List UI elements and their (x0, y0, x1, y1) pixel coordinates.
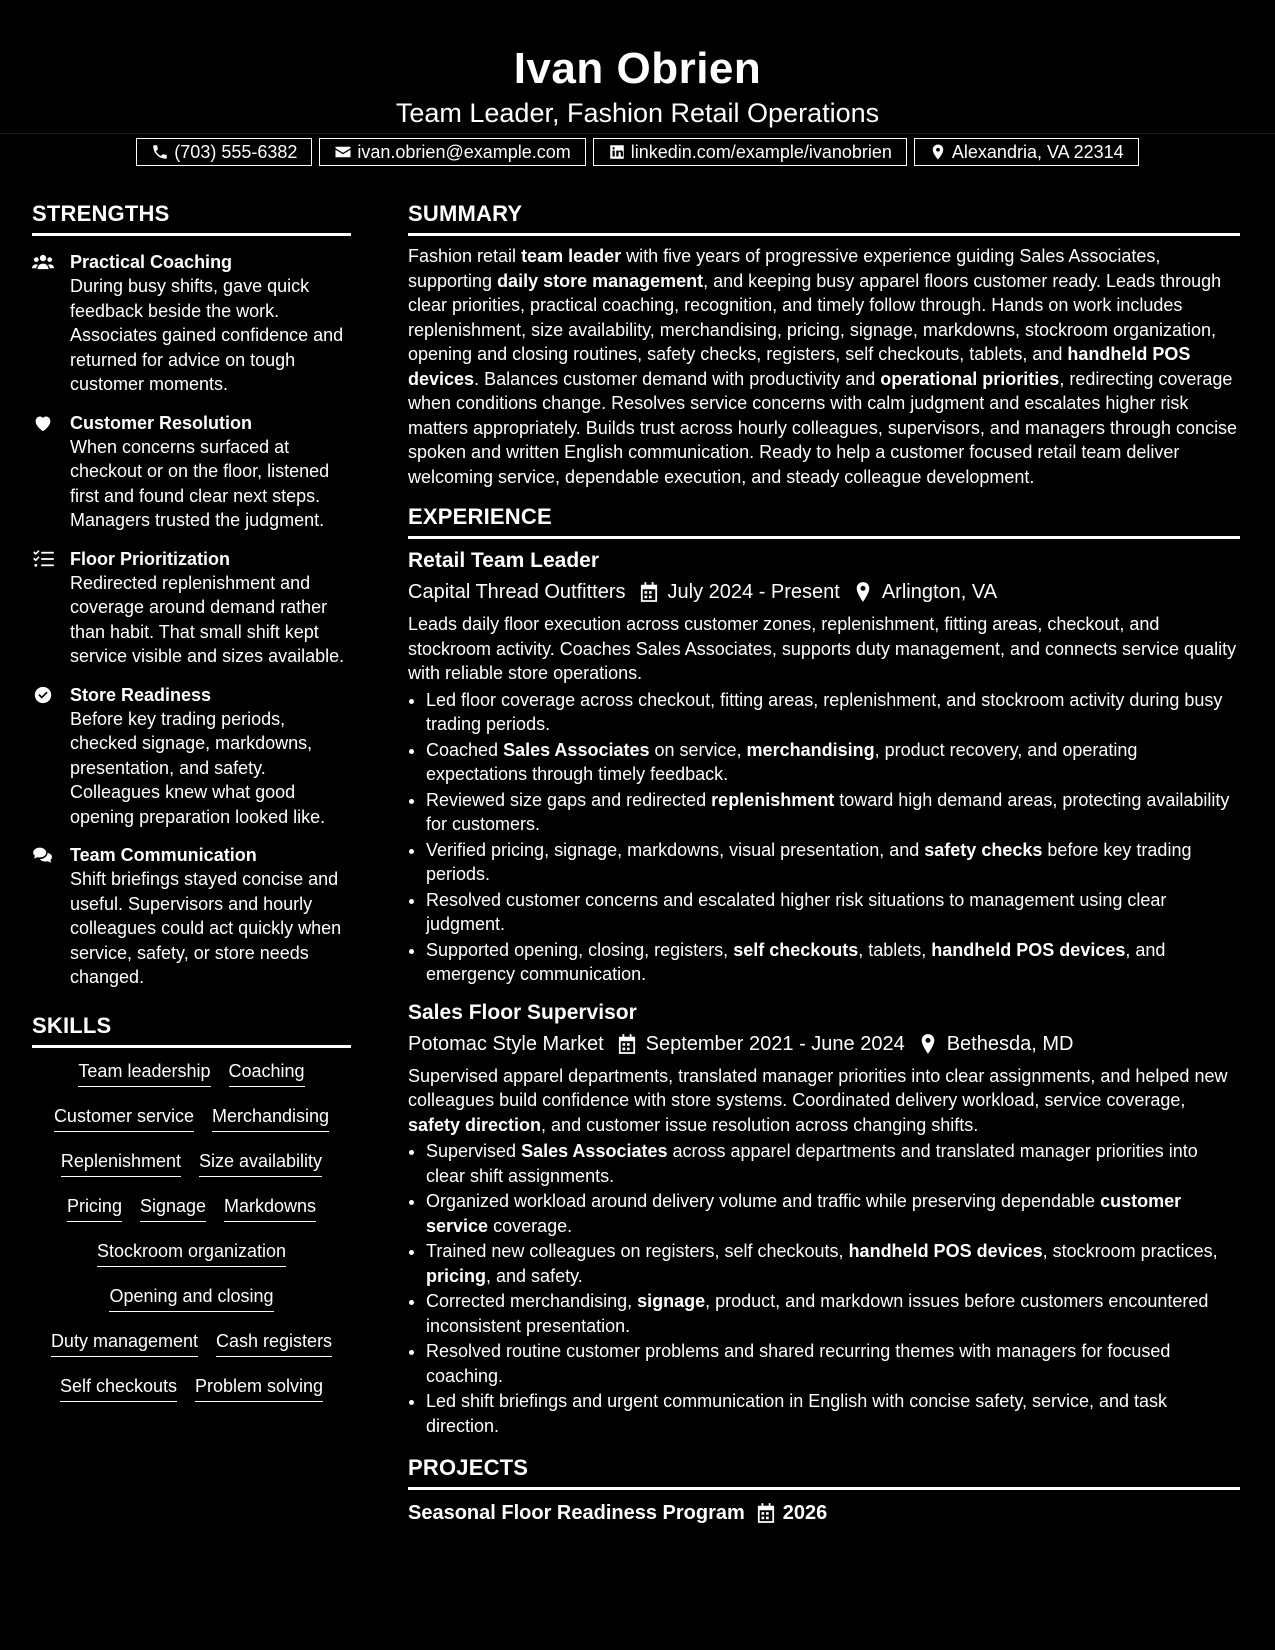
job-title: Retail Team Leader (408, 549, 600, 572)
contact-email[interactable] (319, 138, 585, 166)
skill-tag: Cash registers (216, 1328, 332, 1357)
job-meta (408, 1029, 1240, 1059)
job-title: Sales Floor Supervisor (408, 1000, 637, 1024)
emphasis-text: operational priorities (880, 368, 1060, 389)
text-run: Verified pricing, signage, markdowns, visual presentation, and (426, 839, 925, 860)
strength-item (32, 411, 351, 533)
text-run: Trained new colleagues on registers, self checkouts, (426, 1241, 849, 1261)
text-run: Supervised (426, 1141, 522, 1161)
text-run: toward high demand areas, protecting availability for customers. (426, 789, 1230, 834)
heart-icon (32, 414, 54, 432)
left-column (32, 200, 351, 1418)
skill-row (32, 1103, 351, 1148)
bullet-item (426, 1389, 1240, 1438)
text-run: Supported opening, closing, registers, (426, 939, 734, 960)
job-location: Bethesda, MD (946, 1032, 1074, 1055)
job-dates: September 2021 - June 2024 (645, 1032, 905, 1055)
text-run: Reviewed size gaps and redirected (426, 789, 712, 810)
phone-icon (151, 143, 169, 161)
contact-linkedin-text: linkedin.com/example/ivanobrien (630, 141, 892, 162)
strength-desc: Before key trading periods, checked signage, markdowns, presentation, and safety. Colleagues knew what good opening preparation looked like. (70, 708, 326, 827)
map-pin-icon (854, 582, 872, 602)
strength-title: Team Communication (70, 845, 257, 865)
project-title: Seasonal Floor Readiness Program (408, 1502, 745, 1524)
strengths-heading: STRENGTHS (32, 200, 351, 236)
skill-row (32, 1283, 351, 1328)
skill-tag: Replenishment (61, 1148, 181, 1177)
contact-email-text: ivan.obrien@example.com (357, 141, 571, 162)
right-column (408, 200, 1240, 1528)
bullet-item (426, 838, 1240, 887)
emphasis-text: handheld POS devices (408, 344, 1191, 389)
linkedin-icon (608, 143, 626, 161)
skill-tag: Opening and closing (109, 1283, 273, 1312)
job-company: Capital Thread Outfitters (408, 581, 626, 603)
bullet-item (426, 888, 1240, 937)
contact-location[interactable] (914, 138, 1139, 166)
strength-desc: Redirected replenishment and coverage around demand rather than habit. That small shift kept service visible and sizes available. (70, 572, 345, 666)
strength-title: Practical Coaching (70, 252, 233, 272)
candidate-headline: Team Leader, Fashion Retail Operations (395, 98, 880, 128)
emphasis-text: Sales Associates (503, 739, 650, 760)
bullet-item (426, 1239, 1240, 1288)
bullet-item (426, 1289, 1240, 1338)
skill-tag: Problem solving (195, 1373, 323, 1402)
check-circle-icon (32, 686, 54, 704)
skill-tag: Self checkouts (60, 1373, 177, 1402)
strength-item (32, 250, 351, 397)
text-run: Resolved routine customer problems and shared recurring themes with managers for focused coaching. (426, 1341, 1171, 1386)
skill-row (32, 1373, 351, 1418)
strength-title: Store Readiness (70, 684, 212, 705)
skill-tag: Stockroom organization (97, 1238, 286, 1267)
skill-row (32, 1148, 351, 1193)
job-meta (408, 577, 1240, 607)
skill-tag: Signage (140, 1193, 206, 1222)
project-entry (408, 1498, 1240, 1528)
users-icon (32, 253, 54, 271)
job-entry (408, 547, 1240, 987)
text-run: coverage. (488, 1215, 573, 1236)
strength-desc: During busy shifts, gave quick feedback beside the work. Associates gained confidence and returned for advice on tough customer moments. (70, 276, 344, 394)
emphasis-text: signage (637, 1291, 706, 1311)
job-dates: July 2024 - Present (667, 581, 840, 603)
job-bullets (408, 688, 1240, 987)
text-run: with five years of progressive experience guiding Sales Associates, supporting (408, 246, 1161, 291)
contact-phone[interactable] (136, 138, 312, 166)
bullet-item (426, 738, 1240, 787)
text-run: Fashion retail (408, 246, 522, 266)
strength-item (32, 683, 351, 830)
contact-location-text: Alexandria, VA 22314 (951, 141, 1124, 162)
bullet-item (426, 1339, 1240, 1388)
text-run: Organized workload around delivery volume and traffic while preserving dependable (426, 1191, 1101, 1211)
skill-tag: Size availability (199, 1148, 322, 1177)
bullet-item (426, 1189, 1240, 1238)
skill-tag: Coaching (229, 1058, 305, 1087)
strength-title: Customer Resolution (70, 412, 253, 433)
envelope-icon (334, 143, 352, 161)
text-run: Corrected merchandising, (426, 1291, 638, 1311)
emphasis-text: pricing (426, 1265, 487, 1286)
contact-phone-text: (703) 555-6382 (174, 141, 298, 162)
text-run: , and keeping busy apparel floors customer ready. Leads through clear priorities, practical coaching, recognition, and timely follow through. Hands on work includes replenishment, size availability, merchandising, pricing, signage, markdowns, stockroom organization, opening and closing routines, safety checks, registers, self checkouts, tablets, and (408, 270, 1222, 364)
text-run: Coached (426, 739, 504, 760)
job-description: Leads daily floor execution across customer zones, replenishment, fitting areas, checkout, and stockroom activity. Coaches Sales Associates, supports duty management, and connects service quality with reliable store operations. (408, 614, 1237, 683)
job-location: Arlington, VA (881, 581, 998, 603)
text-run: on service, (649, 739, 747, 760)
skill-row (32, 1238, 351, 1283)
skill-tag: Markdowns (224, 1193, 316, 1222)
emphasis-text: daily store management (497, 270, 704, 291)
comments-icon (32, 846, 54, 864)
map-pin-icon (919, 1034, 937, 1054)
text-run: Led floor coverage across checkout, fitting areas, replenishment, and stockroom activity during busy trading periods. (426, 689, 1223, 734)
calendar-icon (757, 1503, 775, 1523)
summary-heading: SUMMARY (408, 200, 1240, 236)
skills-list (32, 1058, 351, 1418)
contact-bar (0, 138, 1275, 166)
bullet-item (426, 688, 1240, 737)
strength-desc: When concerns surfaced at checkout or on the floor, listened first and found clear next steps. Managers trusted the judgment. (70, 436, 330, 530)
text-run: , product, and markdown issues before customers encountered inconsistent presentation. (426, 1291, 1209, 1336)
text-run: Resolved customer concerns and escalated higher risk situations to management using clear judgment. (426, 889, 1167, 934)
emphasis-text: replenishment (711, 789, 835, 810)
project-year: 2026 (782, 1502, 828, 1524)
job-bullets (408, 1139, 1240, 1438)
text-run: Led shift briefings and urgent communication in English with concise safety, service, and task direction. (426, 1391, 1168, 1436)
emphasis-text: handheld POS devices (848, 1241, 1043, 1261)
text-run: , and emergency communication. (426, 939, 1166, 984)
projects-heading: PROJECTS (408, 1454, 1240, 1490)
text-run: across apparel departments and translated manager priorities into clear shift assignments. (426, 1141, 1198, 1186)
skill-row (32, 1193, 351, 1238)
job-entry (408, 999, 1240, 1439)
job-company: Potomac Style Market (408, 1032, 604, 1055)
skill-tag: Duty management (51, 1328, 198, 1357)
emphasis-text: safety direction (408, 1114, 542, 1135)
resume-header (0, 0, 1275, 162)
text-run: , stockroom practices, (1042, 1241, 1218, 1261)
emphasis-text: team leader (521, 246, 622, 266)
calendar-icon (618, 1034, 636, 1054)
job-description (408, 1064, 1240, 1138)
skill-row (32, 1328, 351, 1373)
text-run: , redirecting coverage when conditions change. Resolves service concerns with calm judgment and escalates higher risk matters appropriately. Builds trust across hourly colleagues, supervisors, and managers through concise spoken and written English communication. Ready to help a customer focused retail team deliver welcoming service, dependable execution, and steady colleague development. (408, 368, 1238, 487)
calendar-icon (640, 582, 658, 602)
text-run: Supervised apparel departments, translated manager priorities into clear assignments, and helped new colleagues build confidence with store systems. Coordinated delivery workload, service coverage, (408, 1065, 1228, 1110)
bullet-item (426, 788, 1240, 837)
skill-tag: Merchandising (212, 1103, 329, 1132)
strength-desc: Shift briefings stayed concise and useful. Supervisors and hourly colleagues could act quickly when service, safety, or store needs changed. (70, 869, 342, 987)
skill-tag: Pricing (67, 1193, 122, 1222)
emphasis-text: handheld POS devices (931, 939, 1126, 960)
skill-row (32, 1058, 351, 1103)
emphasis-text: customer service (426, 1191, 1182, 1236)
strengths-list (32, 250, 351, 990)
text-run: , and safety. (486, 1265, 583, 1286)
summary-text (408, 244, 1240, 489)
emphasis-text: self checkouts (733, 939, 859, 960)
list-check-icon (32, 550, 54, 568)
bullet-item (426, 1139, 1240, 1188)
text-run: before key trading periods. (426, 839, 1192, 884)
skills-heading: SKILLS (32, 1012, 351, 1048)
map-pin-icon (929, 143, 947, 161)
emphasis-text: Sales Associates (521, 1141, 668, 1161)
skill-tag: Team leadership (78, 1058, 210, 1087)
emphasis-text: merchandising (746, 739, 875, 760)
strength-title: Floor Prioritization (70, 548, 230, 569)
text-run: . Balances customer demand with productivity and (474, 368, 881, 389)
text-run: , product recovery, and operating expectations through timely feedback. (426, 739, 1138, 784)
text-run: , and customer issue resolution across changing shifts. (541, 1114, 979, 1135)
contact-linkedin[interactable] (593, 138, 907, 166)
emphasis-text: safety checks (924, 839, 1043, 860)
bullet-item (426, 938, 1240, 987)
candidate-name: Ivan Obrien (513, 44, 762, 93)
experience-heading: EXPERIENCE (408, 503, 1240, 539)
strength-item (32, 547, 351, 669)
text-run: , tablets, (858, 939, 932, 960)
skill-tag: Customer service (54, 1103, 194, 1132)
strength-item (32, 843, 351, 990)
